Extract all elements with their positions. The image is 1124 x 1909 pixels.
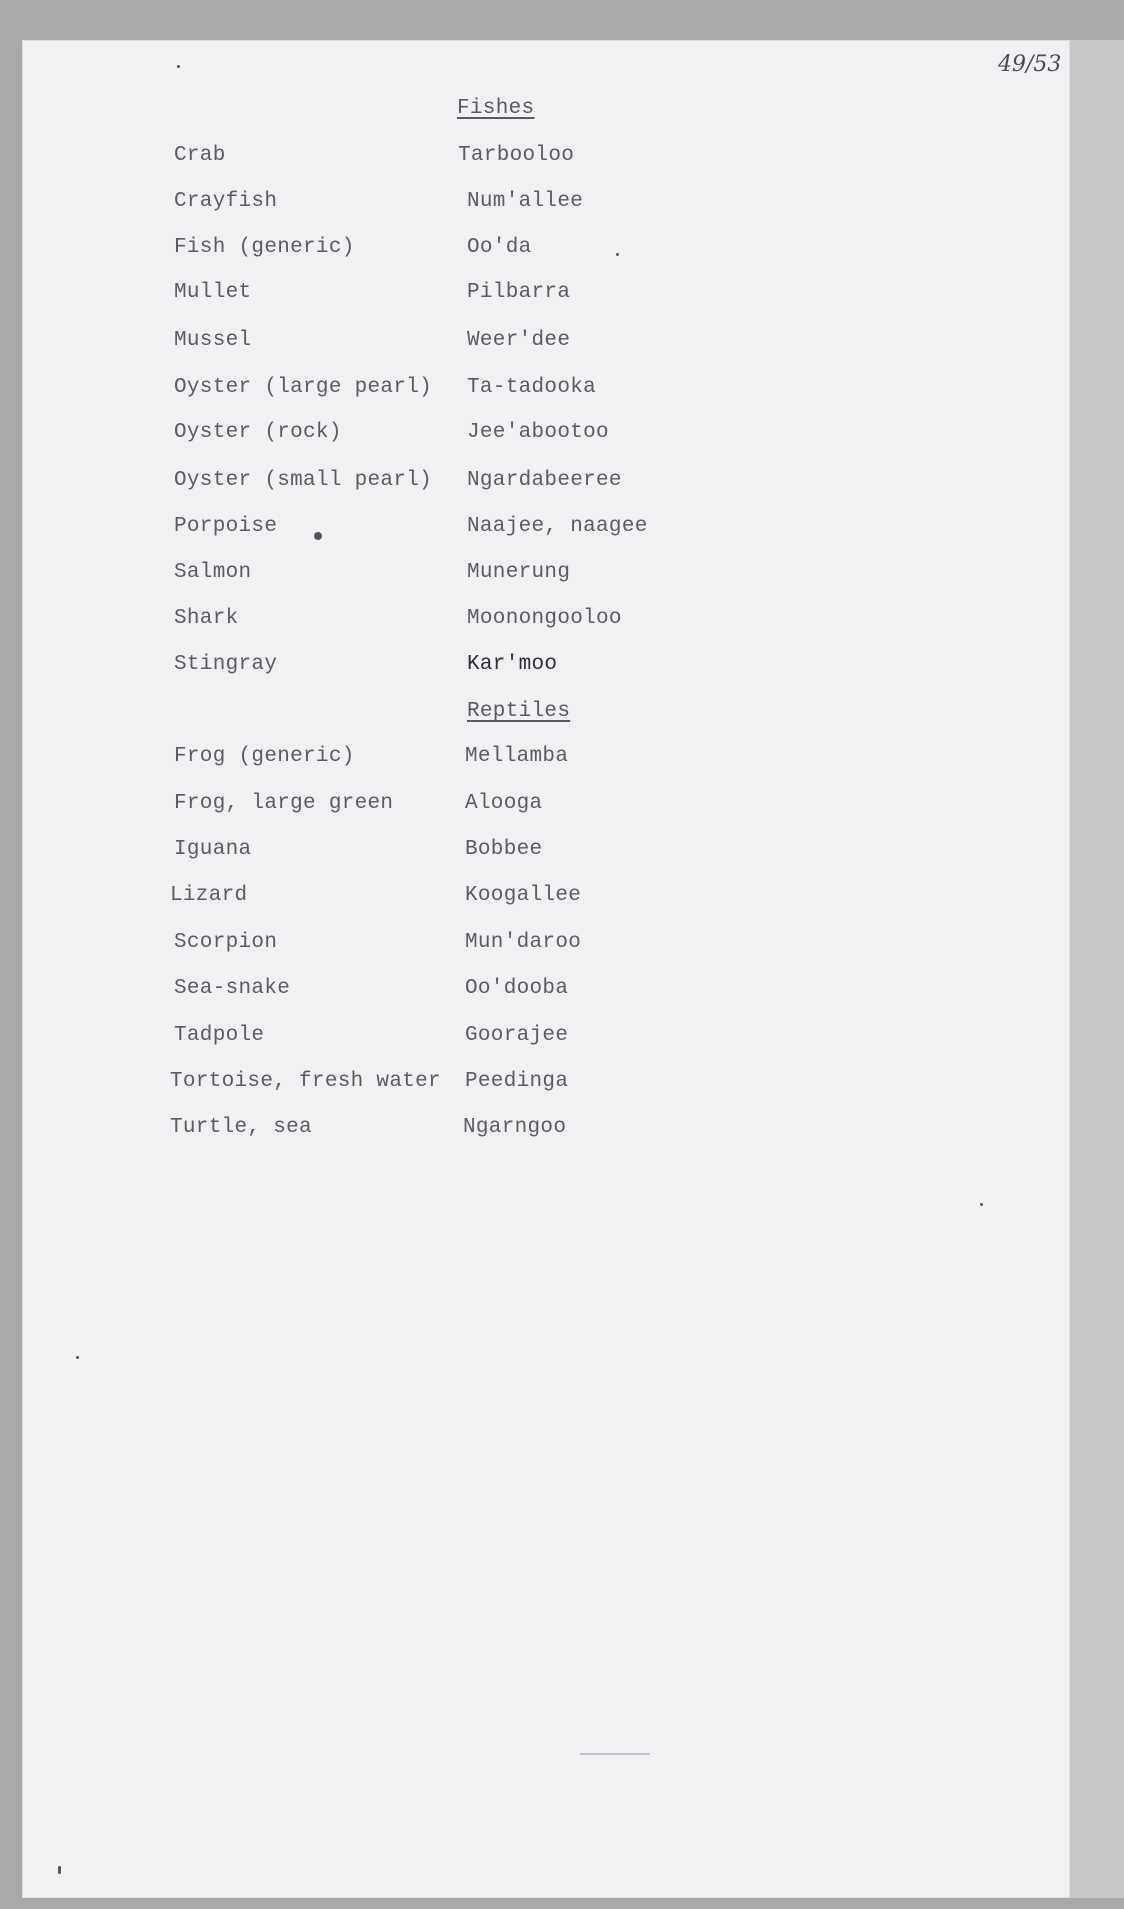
page-number: 49/53 <box>998 52 1062 77</box>
reptile-native: Alooga <box>465 792 543 815</box>
reptile-native: Ngarngoo <box>463 1116 567 1139</box>
reptile-term: Tortoise, fresh water <box>170 1070 441 1093</box>
scan-speck <box>177 65 180 68</box>
reptile-term: Scorpion <box>174 931 278 954</box>
fish-native: Naajee, naagee <box>467 515 648 538</box>
fish-term: Oyster (rock) <box>174 421 342 444</box>
scan-speck <box>616 253 619 256</box>
fish-term: Crayfish <box>174 190 278 213</box>
fish-native: Oo'da <box>467 236 532 259</box>
fish-native: Ta-tadooka <box>467 376 597 399</box>
reptile-native: Bobbee <box>465 838 543 861</box>
fish-term: Shark <box>174 607 239 630</box>
scan-speck <box>314 532 322 540</box>
fish-native: Kar'moo <box>467 653 558 676</box>
scan-speck <box>76 1356 79 1359</box>
scan-mark <box>580 1753 650 1755</box>
reptile-term: Tadpole <box>174 1024 265 1047</box>
fish-term: Fish (generic) <box>174 236 355 259</box>
reptile-term: Frog, large green <box>174 792 394 815</box>
fish-term: Oyster (large pearl) <box>174 376 433 399</box>
fish-native: Munerung <box>467 561 571 584</box>
reptiles-heading: Reptiles <box>467 700 571 723</box>
fish-native: Num'allee <box>467 190 584 213</box>
reptile-native: Peedinga <box>465 1070 569 1093</box>
fishes-heading: Fishes <box>457 97 535 120</box>
fish-term: Oyster (small pearl) <box>174 469 433 492</box>
scan-speck <box>980 1203 983 1206</box>
reptile-native: Mun'daroo <box>465 931 582 954</box>
reptile-term: Turtle, sea <box>170 1116 312 1139</box>
fish-native: Moonongooloo <box>467 607 622 630</box>
reptile-native: Koogallee <box>465 884 582 907</box>
fish-native: Ngardabeeree <box>467 469 622 492</box>
reptile-native: Mellamba <box>465 745 569 768</box>
fish-native: Pilbarra <box>467 281 571 304</box>
reptile-native: Oo'dooba <box>465 977 569 1000</box>
fish-term: Mullet <box>174 281 252 304</box>
fish-term: Stingray <box>174 653 278 676</box>
reptile-term: Lizard <box>170 884 248 907</box>
fish-native: Tarbooloo <box>458 144 575 167</box>
scan-speck <box>58 1866 61 1874</box>
fish-term: Crab <box>174 144 226 167</box>
fish-term: Mussel <box>174 329 252 352</box>
scan-margin <box>1070 40 1124 1898</box>
reptile-term: Frog (generic) <box>174 745 355 768</box>
reptile-term: Sea-snake <box>174 977 291 1000</box>
fish-term: Salmon <box>174 561 252 584</box>
reptile-term: Iguana <box>174 838 252 861</box>
fish-native: Jee'abootoo <box>467 421 609 444</box>
fish-native: Weer'dee <box>467 329 571 352</box>
document-page <box>22 40 1070 1898</box>
reptile-native: Goorajee <box>465 1024 569 1047</box>
fish-term: Porpoise <box>174 515 278 538</box>
